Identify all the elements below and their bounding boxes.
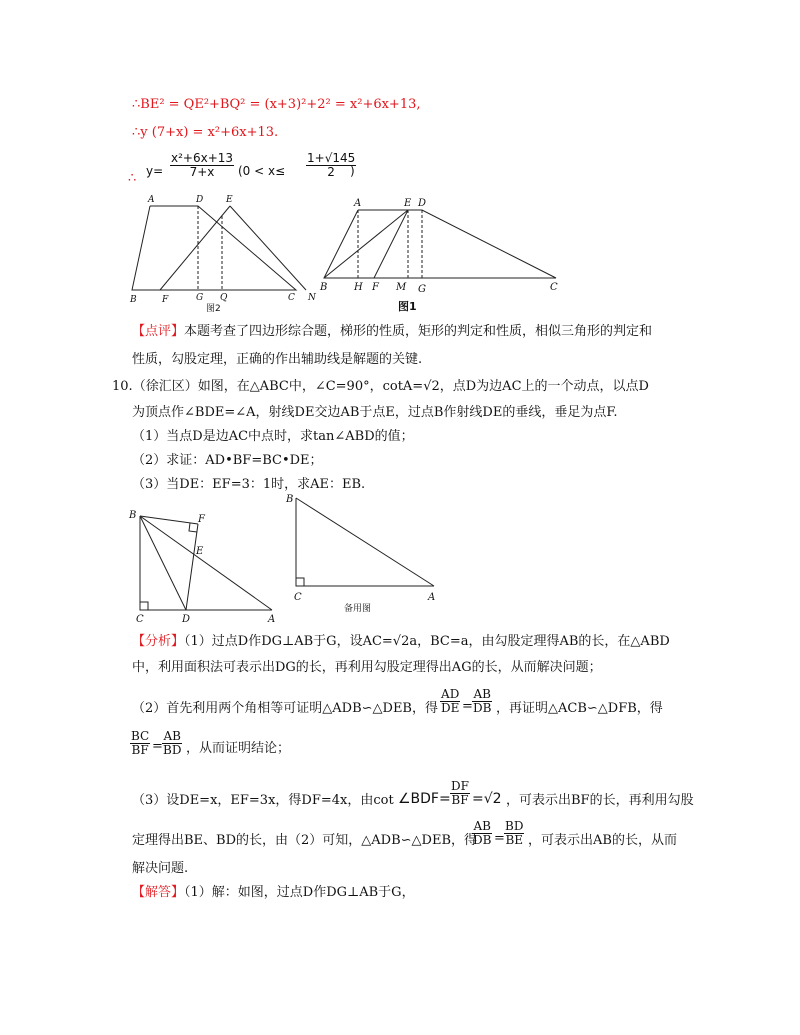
answer-tag: 【解答】: [132, 885, 185, 900]
y-equals: y=: [146, 164, 164, 178]
numerator: AB: [473, 687, 491, 701]
answer-text: （1）解：如图，过点D作DG⊥AB于G，: [184, 885, 415, 900]
fraction-df-bf: [450, 780, 470, 807]
analysis-line-7: 解决问题.: [132, 861, 189, 876]
label-E: E: [226, 195, 233, 205]
numerator: BC: [131, 729, 150, 743]
label-A: A: [268, 614, 276, 624]
numerator: DF: [451, 779, 469, 793]
fraction-ab-db-2: [472, 820, 492, 847]
label-C: C: [294, 592, 302, 603]
numerator: AB: [473, 819, 491, 833]
denominator: BF: [131, 743, 149, 757]
question-3: （3）当DE：EF=3：1时，求AE：EB.: [132, 477, 366, 492]
analysis-text-2a: （2）首先利用两个角相等可证明△ADB∽△DEB，得: [132, 701, 438, 716]
label-D: D: [182, 614, 191, 624]
analysis-tag: 【分析】: [132, 634, 185, 649]
numerator: AD: [441, 687, 460, 701]
label-F: F: [198, 514, 205, 525]
denominator: BE: [505, 833, 524, 847]
answer-line-1: [132, 884, 415, 902]
analysis-text-2b: ，再证明△ACB∽△DFB，得: [496, 701, 663, 716]
figure-caption-2: 图2: [206, 304, 221, 312]
x-range-denominator: 2: [327, 165, 335, 179]
fraction-ab-db: [472, 688, 492, 715]
comment-text-1: 本题考查了四边形综合题，梯形的性质，矩形的判定和性质，相似三角形的判定和: [184, 324, 653, 339]
label-B: B: [129, 510, 137, 521]
label-D: D: [418, 198, 427, 209]
x-range-fraction: [306, 152, 356, 179]
comment-line-2: 性质，勾股定理，正确的作出辅助线是解题的关键.: [132, 352, 423, 367]
analysis-text-3c: 定理得出BE、BD的长，由（2）可知，△ADB∽△DEB，得: [132, 833, 478, 848]
analysis-text-2c: ，从而证明结论；: [186, 741, 291, 756]
y-fraction: [170, 152, 234, 179]
figure-caption-1: 图1: [398, 300, 417, 313]
analysis-text-1a: （1）过点D作DG⊥AB于G，设AC=√2a，BC=a，由勾股定理得AB的长，在△ABD: [184, 634, 670, 649]
label-B: B: [320, 282, 328, 293]
fraction-ab-bd: [162, 730, 182, 757]
equals-sqrt2: =√2: [472, 791, 502, 807]
question-2: （2）求证：AD•BF=BC•DE；: [132, 453, 323, 468]
figure-triangle-main: [126, 506, 280, 624]
comment-line-1: [132, 323, 652, 341]
y-fraction-numerator: x²+6x+13: [171, 151, 234, 165]
question-1: （1）当点D是边AC中点时，求tan∠ABD的值；: [132, 429, 414, 444]
equals-sign: =: [494, 831, 505, 846]
label-G: G: [418, 284, 426, 295]
x-range-numerator: 1+√145: [307, 151, 356, 165]
label-Q: Q: [220, 293, 228, 303]
label-C: C: [550, 282, 558, 293]
analysis-text-3b: ，可表示出BF的长，再利用勾股: [506, 793, 694, 808]
label-B: B: [286, 494, 294, 505]
figure-trapezoid-1: [318, 192, 568, 316]
solution-line-2: ∴y (7+x) = x²+6x+13.: [132, 125, 279, 140]
label-A: A: [354, 198, 362, 209]
figure-trapezoid-2: [120, 192, 320, 312]
equals-sign: =: [152, 739, 163, 754]
problem-line-1: [112, 378, 649, 396]
denominator: DB: [473, 701, 492, 715]
denominator: DB: [473, 833, 492, 847]
denominator: DE: [441, 701, 460, 715]
y-fraction-denominator: 7+x: [189, 165, 215, 179]
label-A: A: [148, 195, 155, 205]
label-E: E: [404, 198, 412, 209]
x-range-close: ): [350, 164, 355, 178]
fraction-bc-bf: [130, 730, 150, 757]
figure-triangle-backup: [284, 490, 444, 620]
label-C: C: [288, 293, 295, 303]
problem-line-2: 为顶点作∠BDE=∠A，射线DE交边AB于点E，过点B作射线DE的垂线，垂足为点F.: [132, 405, 618, 420]
comment-tag: 【点评】: [132, 324, 185, 339]
problem-number: 10.: [112, 379, 133, 394]
label-C: C: [136, 614, 144, 624]
label-F: F: [372, 282, 379, 293]
label-F: F: [162, 295, 169, 305]
label-N: N: [308, 293, 316, 303]
analysis-text-3a: （3）设DE=x，EF=3x，得DF=4x，由cot: [132, 793, 394, 808]
figure-caption-backup: 备用图: [344, 604, 372, 614]
therefore-symbol: ∴: [128, 171, 137, 186]
fraction-ad-de: [440, 688, 460, 715]
denominator: BD: [163, 743, 182, 757]
label-B: B: [130, 295, 137, 305]
analysis-text-3d: ，可表示出AB的长，从而: [528, 833, 677, 848]
numerator: AB: [163, 729, 181, 743]
label-E: E: [196, 546, 204, 557]
label-M: M: [396, 282, 407, 293]
analysis-line-2: 中，利用面积法可表示出DG的长，再利用勾股定理得出AG的长，从而解决问题；: [132, 660, 602, 675]
equals-sign: =: [462, 699, 473, 714]
problem-text-1: （徐汇区）如图，在△ABC中，∠C=90°，cotA=√2，点D为边AC上的一个动点，以点D: [132, 379, 649, 394]
numerator: BD: [505, 819, 524, 833]
analysis-line-1: [132, 633, 670, 651]
label-H: H: [354, 282, 363, 293]
label-D: D: [196, 195, 204, 205]
x-range-open: (0 < x≤: [238, 164, 286, 178]
solution-line-1: ∴BE² = QE²+BQ² = (x+3)²+2² = x²+6x+13,: [132, 97, 421, 112]
label-A: A: [428, 592, 436, 603]
denominator: BF: [451, 793, 469, 807]
label-G: G: [196, 293, 204, 303]
fraction-bd-be: [504, 820, 524, 847]
angle-bdf: ∠BDF=: [398, 791, 451, 807]
